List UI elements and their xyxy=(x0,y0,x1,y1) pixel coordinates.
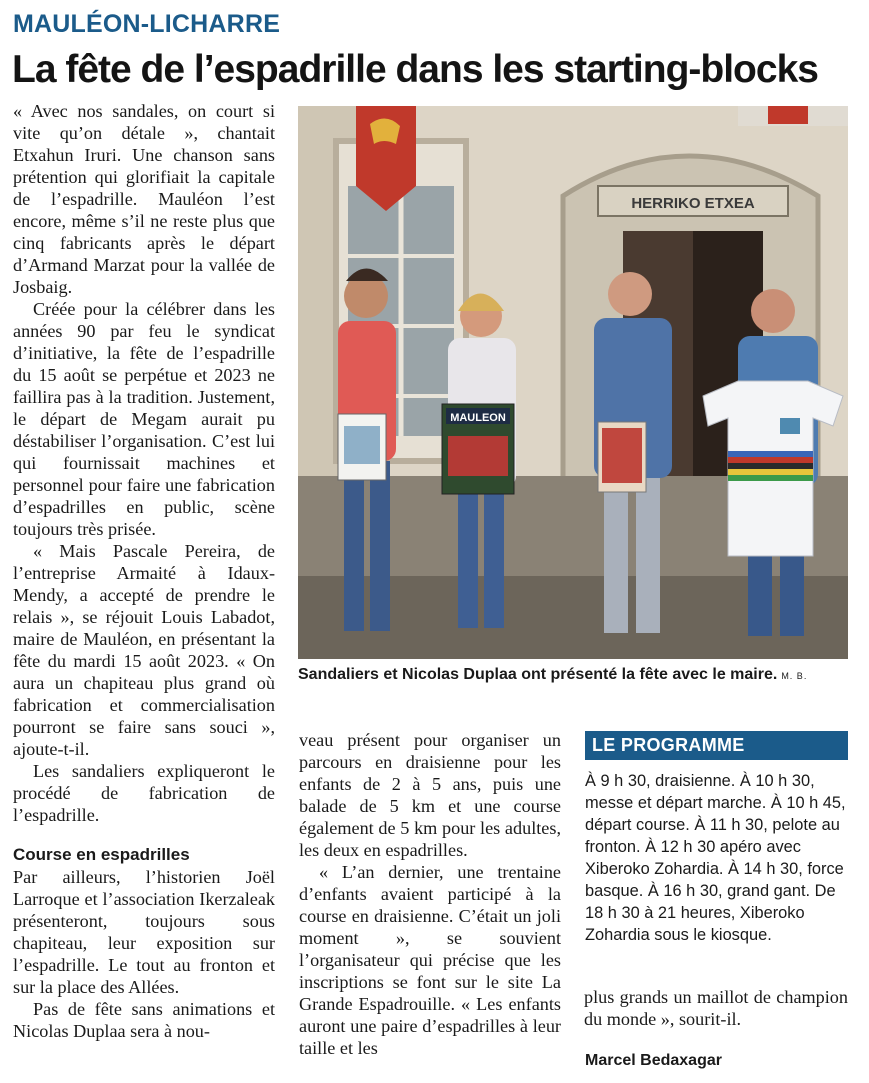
section-kicker: MAULÉON-LICHARRE xyxy=(13,10,281,38)
programme-title: LE PROGRAMME xyxy=(592,735,745,755)
article-column-3 xyxy=(584,986,848,1030)
author-signature: Marcel Bedaxagar xyxy=(585,1052,722,1069)
headline: La fête de l’espadrille dans les starting-blocks xyxy=(12,48,818,91)
article-column-1 xyxy=(13,100,275,1042)
paragraph: Créée pour la célébrer dans les années 90 par feu le syndicat d’initiative, la fête de l’espadrille du 15 août se perpétue et 2023 ne faillira pas à la tradition. Justement, le départ de Megam aurait pu déstabiliser l’organisation. C’est lui qui fournissait machines et personnel pour faire une fabrication d’espadrilles en public, scène toujours très prisée. xyxy=(13,299,275,539)
subheading: Course en espadrilles xyxy=(13,845,190,864)
paragraph: Par ailleurs, l’historien Joël Larroque et l’association Ikerzaleak présenteront, toujours sous chapiteau, leur exposition sur l’espadrille. Le tout au fronton et sur la place des Allées. xyxy=(13,867,275,997)
programme-header xyxy=(585,731,848,760)
sign-text: HERRIKO ETXEA xyxy=(631,195,755,212)
paragraph: veau présent pour organiser un parcours en draisienne pour les enfants de 2 à 5 ans, puis une balade de 5 km et une course également de 5 km pour les adultes, les deux en espadrilles. xyxy=(299,730,561,860)
photo-caption xyxy=(298,664,850,687)
photo-credit: M. B. xyxy=(781,671,808,681)
article-column-2 xyxy=(299,729,561,1059)
paragraph: plus grands un maillot de champion du monde », sourit-il. xyxy=(584,987,848,1029)
paragraph: Pas de fête sans animations et Nicolas Duplaa sera à nou- xyxy=(13,999,275,1041)
paragraph: « Mais Pascale Pereira, de l’entreprise Armaité à Idaux-Mendy, a accepté de prendre le relais », se réjouit Louis Labadot, maire de Mauléon, en présentant la fête du mardi 15 août 2023. « On aura un chapiteau plus grand où fabrication et commercialisation pourront se faire sans souci », ajoute-t-il. xyxy=(13,541,275,759)
paragraph: « Avec nos sandales, on court si vite qu’on détale », chantait Etxahun Iruri. Une chanson sans prétention qui glorifiait la capitale de l’espadrille. Mauléon l’est encore, même s’il ne reste plus que cinq fabricants après le départ d’Armand Marzat pour la vallée de Josbaig. xyxy=(13,101,275,297)
poster-text: MAULEON xyxy=(450,412,506,424)
programme-text: À 9 h 30, draisienne. À 10 h 30, messe et départ marche. À 10 h 45, départ course. À 11 h 30, pelote au fronton. À 12 h 30 apéro avec Xiberoko Zohardia. À 14 h 30, force basque. À 16 h 30, grand gant. De 18 h 30 à 21 heures, Xiberoko Zohardia sous le kiosque. xyxy=(585,772,846,944)
paragraph: « L’an dernier, une trentaine d’enfants avaient participé à la course en draisienne. C’était un joli moment », se souvient l’organisateur qui précise que les inscriptions se font sur le site La Grande Espadrouille. « Les enfants auront une paire d’espadrilles à leur taille et les xyxy=(299,862,561,1058)
article-photo xyxy=(298,106,848,659)
caption-text: Sandaliers et Nicolas Duplaa ont présenté la fête avec le maire. xyxy=(298,666,778,683)
paragraph: Les sandaliers expliqueront le procédé de fabrication de l’espadrille. xyxy=(13,761,275,825)
